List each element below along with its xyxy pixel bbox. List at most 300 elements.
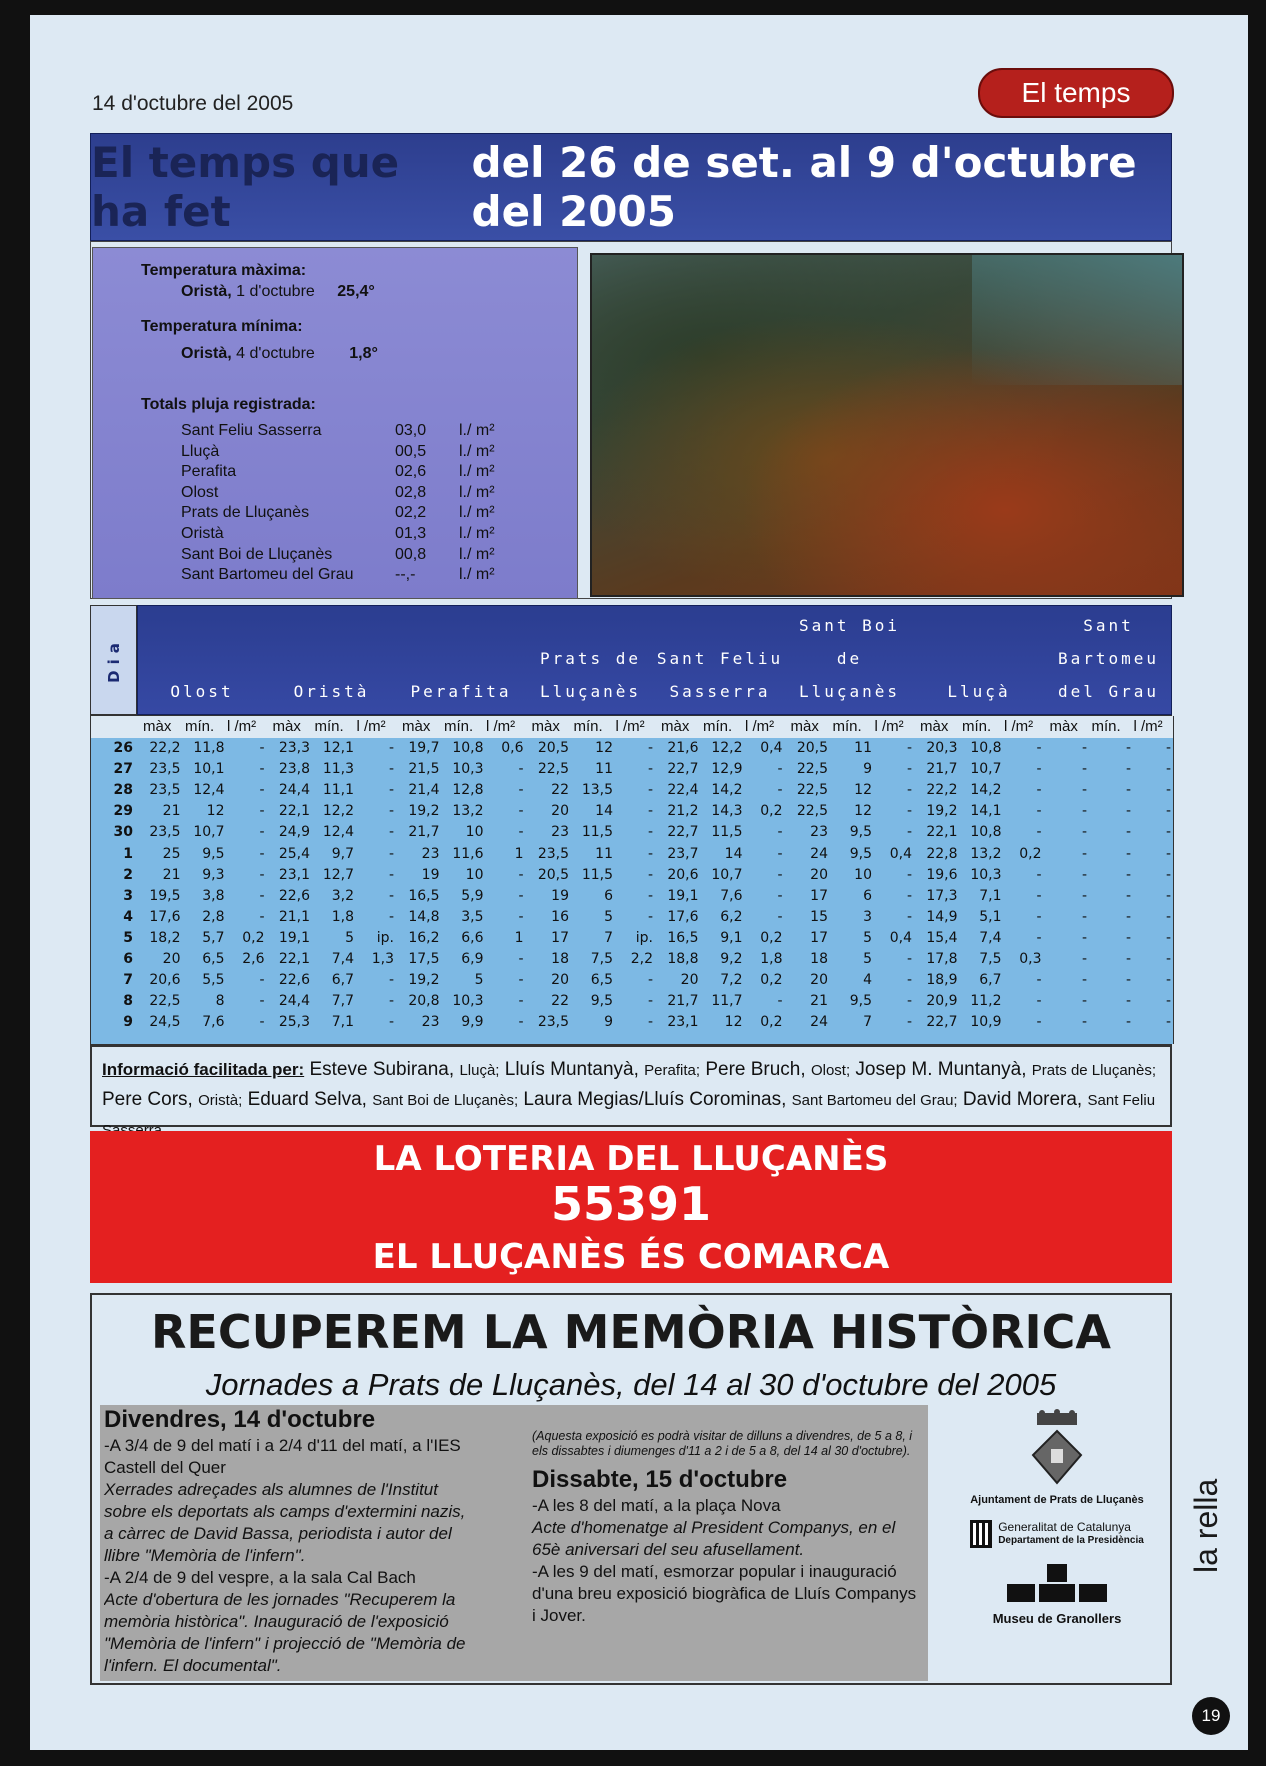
data-cell: - bbox=[647, 993, 653, 1010]
rain-row bbox=[181, 566, 541, 586]
generalitat-line2: Departament de la Presidència bbox=[998, 1535, 1144, 1546]
data-cell: - bbox=[1165, 824, 1171, 841]
data-cell: 22,5 bbox=[796, 782, 828, 799]
data-cell: - bbox=[777, 761, 783, 778]
data-cell: - bbox=[906, 782, 912, 799]
data-cell: 12,4 bbox=[322, 824, 354, 841]
station-name bbox=[397, 675, 525, 708]
sub-header: l /m² bbox=[745, 718, 775, 735]
data-cell: 2,8 bbox=[202, 908, 225, 925]
day2-item2: -A les 9 del matí, esmorzar popular i inauguració d'una breu exposició biogràfica de Lluís Companys i Jover. bbox=[532, 1562, 917, 1625]
rain-unit: l./ m² bbox=[459, 545, 495, 563]
rain-place: Sant Boi de Lluçanès bbox=[181, 545, 333, 563]
data-cell: 12,2 bbox=[711, 740, 743, 756]
banner-title: del 26 de set. al 9 d'octubre del 2005 bbox=[471, 138, 1137, 236]
sub-header: l /m² bbox=[227, 718, 257, 735]
data-cell: 22 bbox=[551, 993, 569, 1010]
data-cell: 5,1 bbox=[979, 908, 1002, 925]
sub-header-row bbox=[1044, 716, 1174, 738]
station-name-line: Bartomeu bbox=[1057, 649, 1160, 668]
data-cell: 1,8 bbox=[331, 908, 354, 925]
day-number: 6 bbox=[123, 951, 133, 967]
credits-box bbox=[90, 1045, 1172, 1127]
rain-place: Sant Bartomeu del Grau bbox=[181, 566, 354, 584]
lottery-ad bbox=[90, 1131, 1172, 1283]
station-headers bbox=[137, 605, 1172, 715]
data-cell: 0,2 bbox=[760, 972, 783, 989]
data-cell: 18,2 bbox=[149, 929, 181, 946]
data-cell: 20 bbox=[810, 866, 828, 883]
sub-header: l /m² bbox=[1004, 718, 1034, 735]
page-number: 19 bbox=[1192, 1697, 1230, 1735]
sub-header-row bbox=[914, 716, 1044, 738]
section-tab: El temps bbox=[978, 68, 1174, 118]
data-cell: - bbox=[906, 824, 912, 841]
memoria-subtitle: Jornades a Prats de Lluçanès, del 14 al 30 d'octubre del 2005 bbox=[205, 1367, 1057, 1402]
data-cell: ip. bbox=[635, 929, 653, 946]
data-cell: 19,7 bbox=[408, 740, 440, 756]
day-column-header bbox=[90, 605, 137, 715]
data-cell: 0,6 bbox=[501, 740, 524, 756]
data-cell: - bbox=[1081, 951, 1087, 967]
data-cell: 1 bbox=[514, 929, 524, 946]
rain-unit: l./ m² bbox=[459, 483, 495, 501]
issue-date: 14 d'octubre del 2005 bbox=[92, 92, 294, 115]
data-cell: 13,5 bbox=[581, 782, 613, 799]
sub-header: màx bbox=[272, 718, 301, 735]
sub-header-row bbox=[526, 716, 656, 738]
data-cell: 14,2 bbox=[970, 782, 1002, 799]
data-cell: 15 bbox=[810, 908, 828, 925]
credit-place: Prats de Lluçanès; bbox=[1031, 1062, 1157, 1079]
data-cell: 23 bbox=[421, 1014, 440, 1031]
credit-place: Olost; bbox=[810, 1062, 851, 1079]
data-cell: 19,5 bbox=[149, 887, 181, 904]
data-cell: - bbox=[259, 1014, 265, 1031]
data-cell: - bbox=[906, 887, 912, 904]
rain-unit: l./ m² bbox=[459, 422, 495, 439]
rain-value: 00,5 bbox=[395, 442, 427, 460]
data-cell: - bbox=[1165, 929, 1171, 946]
data-cell: 7,1 bbox=[979, 887, 1002, 904]
rain-value: 02,8 bbox=[395, 483, 427, 501]
credit-person: Eduard Selva, bbox=[247, 1089, 367, 1110]
data-cell: 17 bbox=[810, 887, 828, 904]
data-cell: 22,7 bbox=[926, 1014, 958, 1031]
rain-row bbox=[181, 484, 541, 504]
sub-header: màx bbox=[790, 718, 819, 735]
data-cell: - bbox=[1125, 824, 1131, 841]
data-cell: - bbox=[1125, 972, 1131, 989]
data-cell: 25,3 bbox=[278, 1014, 310, 1031]
data-cell: - bbox=[647, 1014, 653, 1031]
data-cell: - bbox=[1125, 951, 1131, 967]
data-cell: 18,8 bbox=[667, 951, 699, 967]
data-cell: - bbox=[1125, 908, 1131, 925]
station-name-line: Lluçà bbox=[947, 682, 1011, 701]
rain-value: 02,2 bbox=[395, 504, 427, 522]
sub-header: màx bbox=[531, 718, 560, 735]
data-cell: 17,3 bbox=[926, 887, 958, 904]
sub-header: l /m² bbox=[1133, 718, 1163, 735]
data-cell: 0,2 bbox=[760, 803, 783, 820]
rain-value: 00,8 bbox=[395, 545, 427, 563]
data-cell: 14,9 bbox=[926, 908, 958, 925]
data-cell: 11,1 bbox=[322, 782, 354, 799]
data-cell: 23,5 bbox=[149, 761, 181, 778]
data-cell: - bbox=[259, 824, 265, 841]
day-number: 30 bbox=[113, 824, 133, 841]
data-cell: 21,7 bbox=[408, 824, 440, 841]
data-cell: 20,6 bbox=[667, 866, 699, 883]
data-cell: 7,2 bbox=[720, 972, 743, 989]
data-cell: 17 bbox=[551, 929, 569, 946]
data-cell: - bbox=[259, 972, 265, 989]
sub-header: màx bbox=[402, 718, 431, 735]
data-cell: 23,5 bbox=[149, 782, 181, 799]
data-cell: - bbox=[777, 993, 783, 1010]
day-column bbox=[91, 716, 138, 1044]
sub-header: màx bbox=[143, 718, 172, 735]
data-cell: 3,8 bbox=[202, 887, 225, 904]
rain-place: Oristà bbox=[181, 525, 224, 542]
data-cell: 1,8 bbox=[760, 951, 783, 967]
day2-heading: Dissabte, 15 d'octubre bbox=[532, 1466, 788, 1493]
day2-item1: -A les 8 del matí, a la plaça Nova bbox=[532, 1496, 781, 1515]
day-number: 29 bbox=[113, 803, 133, 820]
data-cell: 20,5 bbox=[796, 740, 828, 756]
data-cell: - bbox=[1081, 845, 1087, 862]
data-cell: 10 bbox=[854, 866, 872, 883]
data-cell: - bbox=[1125, 845, 1131, 862]
data-cell: - bbox=[518, 972, 524, 989]
data-cell: - bbox=[1125, 887, 1131, 904]
rain-totals-label: Totals pluja registrada: bbox=[141, 396, 316, 413]
data-cell: 21,7 bbox=[926, 761, 958, 778]
memoria-title: RECUPEREM LA MEMÒRIA HISTÒRICA bbox=[150, 1305, 1111, 1359]
data-cell: 6,5 bbox=[202, 951, 225, 967]
data-cell: 9,5 bbox=[849, 993, 872, 1010]
sub-header: mín. bbox=[962, 718, 992, 735]
sub-header: mín. bbox=[703, 718, 733, 735]
data-cell: 23,1 bbox=[278, 866, 310, 883]
data-cell: - bbox=[906, 866, 912, 883]
data-cell: 16,5 bbox=[667, 929, 699, 946]
program-box bbox=[100, 1405, 928, 1681]
data-cell: 22,5 bbox=[796, 761, 828, 778]
sub-header: mín. bbox=[832, 718, 862, 735]
data-cell: 25,4 bbox=[278, 845, 310, 862]
credit-person: Laura Megias/Lluís Corominas, bbox=[523, 1089, 787, 1110]
data-cell: 11,6 bbox=[452, 845, 484, 862]
credit-person: Pere Cors, bbox=[102, 1089, 193, 1110]
data-cell: 24,9 bbox=[278, 824, 310, 841]
data-cell: 2,2 bbox=[630, 951, 653, 967]
data-cell: 6 bbox=[604, 887, 613, 904]
data-cell: - bbox=[518, 761, 524, 778]
day-number: 9 bbox=[123, 1014, 133, 1031]
data-cell: 6,2 bbox=[720, 908, 743, 925]
data-cell: 23,8 bbox=[278, 761, 310, 778]
data-cell: - bbox=[259, 782, 265, 799]
rain-row bbox=[181, 463, 541, 483]
data-cell: - bbox=[1036, 929, 1042, 946]
lottery-title: LA LOTERIA DEL LLUÇANÈS bbox=[373, 1139, 889, 1179]
data-cell: 12 bbox=[724, 1014, 743, 1031]
data-cell: 5 bbox=[474, 972, 484, 989]
data-cell: - bbox=[388, 761, 394, 778]
data-cell: - bbox=[777, 824, 783, 841]
rain-row bbox=[181, 525, 541, 545]
data-cell: - bbox=[1125, 866, 1131, 883]
day-number: 28 bbox=[113, 782, 133, 799]
data-cell: - bbox=[259, 761, 265, 778]
rain-row bbox=[181, 504, 541, 524]
station-name bbox=[138, 675, 266, 708]
data-cell: 10,9 bbox=[970, 1014, 1002, 1031]
rain-place: Sant Feliu Sasserra bbox=[181, 422, 322, 439]
prats-coat-of-arms-icon bbox=[1027, 1409, 1087, 1487]
data-cell: 11,8 bbox=[193, 740, 225, 756]
data-cell: 10 bbox=[465, 866, 484, 883]
sub-header: màx bbox=[661, 718, 690, 735]
data-cell: 24,4 bbox=[278, 993, 310, 1010]
data-cell: - bbox=[777, 908, 783, 925]
data-cell: 20,3 bbox=[926, 740, 958, 756]
min-temp-value: 1,8° bbox=[349, 345, 378, 362]
data-cell: - bbox=[1165, 803, 1171, 820]
day-number: 2 bbox=[123, 866, 133, 883]
data-cell: 10,8 bbox=[970, 824, 1002, 841]
max-temp-date: 1 d'octubre bbox=[236, 283, 315, 300]
day1-item2: -A 2/4 de 9 del vespre, a la sala Cal Bach bbox=[104, 1568, 416, 1587]
data-cell: 10,7 bbox=[970, 761, 1002, 778]
data-cell: 22,7 bbox=[667, 824, 699, 841]
min-temp-date: 4 d'octubre bbox=[236, 345, 315, 362]
data-cell: - bbox=[1165, 782, 1171, 799]
credit-place: Sant Bartomeu del Grau; bbox=[791, 1092, 958, 1109]
data-cell: 23,7 bbox=[667, 845, 699, 862]
data-cell: - bbox=[1125, 993, 1131, 1010]
data-cell: 0,2 bbox=[1019, 845, 1042, 862]
min-temp-label: Temperatura mínima: bbox=[141, 318, 303, 335]
data-cell: - bbox=[388, 824, 394, 841]
sub-header: l /m² bbox=[486, 718, 516, 735]
data-cell: 0,2 bbox=[760, 1014, 783, 1031]
data-cell: 20,8 bbox=[408, 993, 440, 1010]
data-cell: 19 bbox=[421, 866, 440, 883]
rain-place: Perafita bbox=[181, 463, 237, 481]
data-cell: 11,5 bbox=[711, 824, 743, 841]
data-cell: 22,7 bbox=[667, 761, 699, 778]
data-cell: 14,8 bbox=[408, 908, 440, 925]
day-number: 5 bbox=[123, 929, 133, 946]
data-cell: 7,4 bbox=[979, 929, 1002, 946]
sub-header-row bbox=[396, 716, 526, 738]
station-name-line: Sasserra bbox=[669, 682, 771, 701]
data-cell: - bbox=[1165, 972, 1171, 989]
data-cell: - bbox=[518, 866, 524, 883]
weather-summary-box bbox=[92, 247, 578, 599]
data-cell: 20 bbox=[680, 972, 699, 989]
data-cell: 14,3 bbox=[711, 803, 743, 820]
data-cell: 5 bbox=[604, 908, 613, 925]
data-cell: 11,3 bbox=[322, 761, 354, 778]
day-label: Dia bbox=[104, 637, 123, 683]
data-cell: - bbox=[1081, 887, 1087, 904]
data-cell: 23,5 bbox=[149, 824, 181, 841]
data-cell: 21,5 bbox=[408, 761, 440, 778]
data-cell: - bbox=[1036, 761, 1042, 778]
data-cell: - bbox=[259, 887, 265, 904]
day1-item1: -A 3/4 de 9 del matí i a 2/4 d'11 del matí, a l'IES Castell del Quer bbox=[104, 1436, 461, 1477]
credit-person: Lluís Muntanyà, bbox=[504, 1059, 639, 1080]
data-cell: 12,8 bbox=[452, 782, 484, 799]
data-cell: 19 bbox=[551, 887, 569, 904]
data-cell: - bbox=[259, 803, 265, 820]
rain-unit: l./ m² bbox=[459, 566, 495, 584]
data-cell: 12 bbox=[595, 740, 613, 756]
data-cell: 3,5 bbox=[461, 908, 484, 925]
data-cell: - bbox=[1036, 740, 1042, 756]
data-cell: 10,8 bbox=[452, 740, 484, 756]
data-cell: - bbox=[647, 845, 653, 862]
station-name bbox=[527, 642, 655, 708]
data-cell: 14 bbox=[595, 803, 613, 820]
station-column bbox=[785, 716, 916, 1044]
data-cell: 21 bbox=[162, 866, 181, 883]
sub-header: mín. bbox=[314, 718, 344, 735]
station-name bbox=[915, 675, 1043, 708]
data-cell: 15,4 bbox=[926, 929, 958, 946]
data-cell: 3,2 bbox=[331, 887, 354, 904]
data-cell: 23 bbox=[421, 845, 440, 862]
data-cell: - bbox=[1036, 824, 1042, 841]
data-cell: 6,7 bbox=[979, 972, 1002, 989]
data-cell: 17 bbox=[810, 929, 828, 946]
banner-dim-text: El temps que ha fet bbox=[91, 138, 400, 236]
data-cell: - bbox=[1125, 782, 1131, 799]
data-cell: - bbox=[388, 908, 394, 925]
data-cell: 9,5 bbox=[849, 824, 872, 841]
data-cell: - bbox=[1036, 782, 1042, 799]
data-cell: 16 bbox=[551, 908, 569, 925]
data-cell: 22,5 bbox=[149, 993, 181, 1010]
data-cell: 7,6 bbox=[202, 1014, 225, 1031]
day1-item1-desc: Xerrades adreçades als alumnes de l'Institut sobre els deportats als camps d'extermini nazis, a càrrec de David Bassa, periodista i autor del llibre "Memòria de l'infern". bbox=[104, 1480, 466, 1565]
data-cell: 10,8 bbox=[970, 740, 1002, 756]
data-cell: - bbox=[388, 866, 394, 883]
rain-place: Prats de Lluçanès bbox=[181, 504, 310, 522]
data-cell: - bbox=[388, 993, 394, 1010]
data-cell: - bbox=[259, 740, 265, 756]
data-cell: 17,6 bbox=[149, 908, 181, 925]
lottery-number: 55391 bbox=[550, 1177, 712, 1231]
data-cell: - bbox=[777, 887, 783, 904]
data-cell: - bbox=[1081, 761, 1087, 778]
data-cell: - bbox=[647, 908, 653, 925]
data-cell: 22,5 bbox=[537, 761, 569, 778]
magazine-name: la rella bbox=[1188, 1478, 1224, 1573]
data-cell: - bbox=[1036, 887, 1042, 904]
data-cell: - bbox=[388, 740, 394, 756]
station-name-line: Perafita bbox=[410, 682, 512, 701]
day1-item2-desc: Acte d'obertura de les jornades "Recuperem la memòria històrica". Inauguració de l'exposició "Memòria de l'infern" i projecció de "Memòria de l'infern. El documental". bbox=[104, 1590, 466, 1675]
day-subheader-blank bbox=[91, 716, 137, 738]
data-cell: - bbox=[1165, 951, 1171, 967]
data-cell: - bbox=[1036, 1014, 1042, 1031]
data-cell: - bbox=[388, 845, 394, 862]
data-cell: 14,1 bbox=[970, 803, 1002, 820]
data-cell: - bbox=[906, 993, 912, 1010]
day-number: 3 bbox=[123, 887, 133, 904]
sub-header: l /m² bbox=[615, 718, 645, 735]
data-cell: 4 bbox=[863, 972, 872, 989]
data-cell: - bbox=[1165, 761, 1171, 778]
data-cell: - bbox=[388, 803, 394, 820]
station-name bbox=[1045, 609, 1173, 708]
station-name bbox=[786, 609, 914, 708]
day2-item1-desc: Acte d'homenatge al President Companys, en el 65è aniversari del seu afusellament. bbox=[532, 1518, 896, 1559]
data-cell: 7,1 bbox=[331, 1014, 354, 1031]
data-cell: 19,2 bbox=[926, 803, 958, 820]
day-number: 8 bbox=[123, 993, 133, 1010]
data-cell: 11,2 bbox=[970, 993, 1002, 1010]
data-cell: 0,4 bbox=[889, 845, 912, 862]
data-cell: - bbox=[1165, 740, 1171, 756]
data-cell: - bbox=[518, 951, 524, 967]
data-cell: 22,2 bbox=[149, 740, 181, 756]
data-cell: 9,7 bbox=[331, 845, 354, 862]
data-cell: 21,2 bbox=[667, 803, 699, 820]
data-cell: 11,5 bbox=[581, 866, 613, 883]
rain-unit: l./ m² bbox=[459, 463, 495, 481]
data-cell: 7,5 bbox=[979, 951, 1002, 967]
data-cell: - bbox=[1165, 1014, 1171, 1031]
data-cell: 23 bbox=[551, 824, 569, 841]
data-cell: - bbox=[259, 866, 265, 883]
rain-place: Lluçà bbox=[181, 442, 220, 460]
data-cell: - bbox=[906, 972, 912, 989]
data-cell: 21,7 bbox=[667, 993, 699, 1010]
sub-header: l /m² bbox=[356, 718, 386, 735]
data-cell: 1,3 bbox=[371, 951, 394, 967]
day-number: 1 bbox=[123, 845, 133, 862]
data-cell: 12,1 bbox=[322, 740, 354, 756]
data-cell: 9,9 bbox=[461, 1014, 484, 1031]
data-cell: - bbox=[518, 887, 524, 904]
data-cell: - bbox=[1081, 782, 1087, 799]
data-cell: - bbox=[1165, 993, 1171, 1010]
data-cell: 12 bbox=[854, 803, 872, 820]
data-cell: 18 bbox=[810, 951, 828, 967]
data-cell: - bbox=[647, 887, 653, 904]
data-cell: 17,5 bbox=[408, 951, 440, 967]
data-cell: 12,4 bbox=[193, 782, 225, 799]
credit-person: Esteve Subirana, bbox=[309, 1059, 455, 1080]
data-cell: 9 bbox=[863, 761, 872, 778]
data-cell: 22,1 bbox=[278, 803, 310, 820]
data-cell: 21,1 bbox=[278, 908, 310, 925]
data-cell: 9,1 bbox=[720, 929, 743, 946]
min-temp-line bbox=[181, 345, 378, 363]
sub-header-row bbox=[137, 716, 267, 738]
data-cell: 12,7 bbox=[322, 866, 354, 883]
credits-label: Informació facilitada per: bbox=[102, 1060, 305, 1079]
data-cell: 21 bbox=[162, 803, 181, 820]
data-cell: - bbox=[518, 782, 524, 799]
data-cell: 9,5 bbox=[202, 845, 225, 862]
